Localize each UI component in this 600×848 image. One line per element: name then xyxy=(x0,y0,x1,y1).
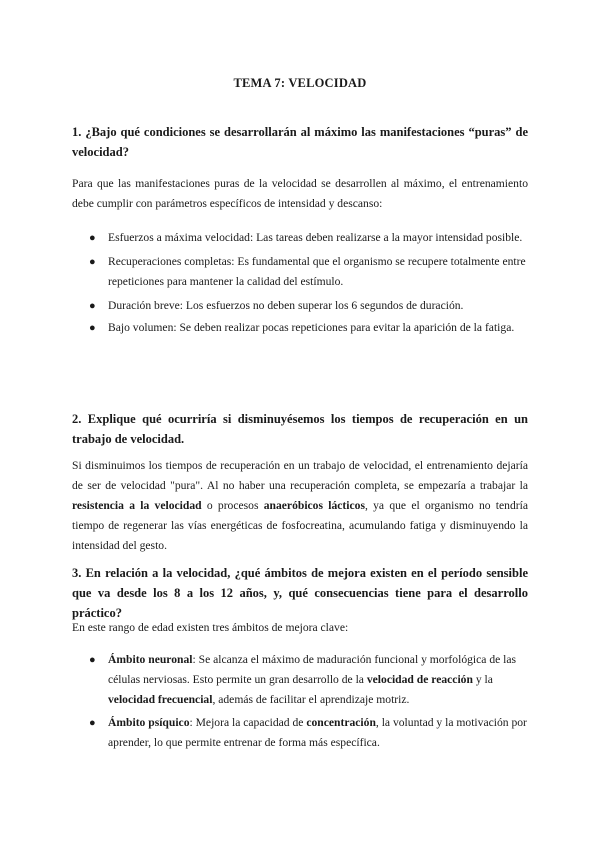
bullet-icon: ● xyxy=(89,322,96,334)
list-item: ● Ámbito psíquico: Mejora la capacidad de concentración, la voluntad y la motivación por aprender, lo que permite entrenar de forma más específica. xyxy=(72,713,528,753)
bullet-icon: ● xyxy=(89,300,96,312)
list-item: ● Bajo volumen: Se deben realizar pocas repeticiones para evitar la aparición de la fatiga. xyxy=(72,318,528,338)
list-item: ● Duración breve: Los esfuerzos no deben superar los 6 segundos de duración. xyxy=(72,296,528,316)
bullet-icon: ● xyxy=(89,256,96,268)
question-3-intro: En este rango de edad existen tres ámbitos de mejora clave: xyxy=(72,621,349,634)
question-1-list xyxy=(72,228,528,338)
page-title: TEMA 7: VELOCIDAD xyxy=(233,76,367,90)
question-3-list xyxy=(72,650,528,753)
list-item: ● Recuperaciones completas: Es fundamental que el organismo se recupere totalmente entre repeticiones para mantener la calidad del estímulo. xyxy=(72,252,528,292)
bullet-icon: ● xyxy=(89,654,96,666)
question-3: 3. En relación a la velocidad, ¿qué ámbitos de mejora existen en el período sensible que va desde los 8 a los 12 años, y, qué consecuencias tiene para el desarrollo práctico? xyxy=(72,566,528,620)
list-item: ● Esfuerzos a máxima velocidad: Las tareas deben realizarse a la mayor intensidad posible. xyxy=(72,228,528,248)
question-1-intro: Para que las manifestaciones puras de la velocidad se desarrollen al máximo, el entrenamiento debe cumplir con parámetros específicos de intensidad y descanso: xyxy=(72,177,528,210)
question-2: 2. Explique qué ocurriría si disminuyésemos los tiempos de recuperación en un trabajo de velocidad. xyxy=(72,412,528,446)
list-item: ● Ámbito neuronal: Se alcanza el máximo de maduración funcional y morfológica de las células nerviosas. Esto permite un gran desarrollo de la velocidad de reacción y la velocidad frecuencial, además de facilitar el aprendizaje motriz. xyxy=(72,650,528,710)
question-1: 1. ¿Bajo qué condiciones se desarrollarán al máximo las manifestaciones “puras” de velocidad? xyxy=(72,125,528,159)
question-2-answer: Si disminuimos los tiempos de recuperación en un trabajo de velocidad, el entrenamiento dejaría de ser de velocidad "pura". Al no haber una recuperación completa, se empezaría a trabajar la resistencia a la velocidad o procesos anaeróbicos lácticos, ya que el organismo no tendría tiempo de regenerar las vías energéticas de fosfocreatina, acumulando fatiga y disminuyendo la intensidad del gesto. xyxy=(72,459,528,552)
bullet-icon: ● xyxy=(89,717,96,729)
bullet-icon: ● xyxy=(89,232,96,244)
